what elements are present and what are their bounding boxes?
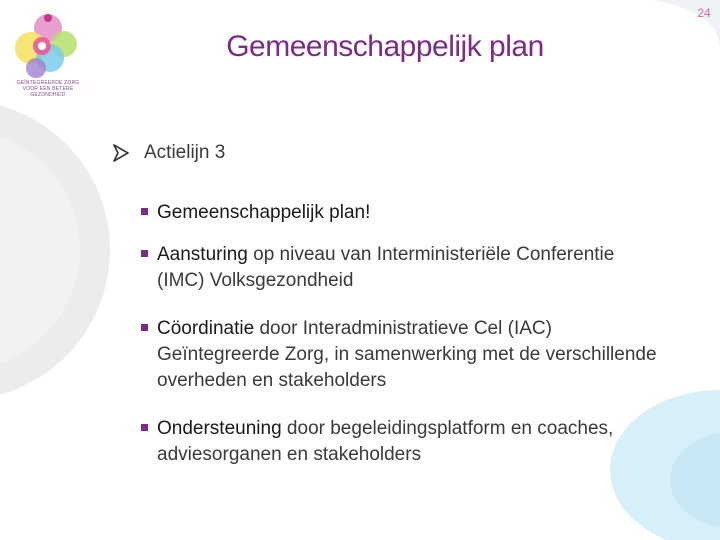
square-bullet-icon — [141, 324, 148, 331]
slide-title: Gemeenschappelijk plan — [226, 30, 544, 63]
bullet-lead: Aansturing — [157, 244, 248, 265]
bullet-item — [141, 242, 661, 294]
bullet-lead: Ondersteuning — [157, 418, 282, 439]
bullet-lead: Cöordinatie — [157, 318, 255, 339]
bullet-text: door Interadministratieve Cel (IAC) Geïntegreerde Zorg, in samenwerking met de verschillende overheden en stakeholders — [157, 318, 657, 391]
bullet-item — [141, 200, 661, 226]
bullet-item — [141, 416, 661, 468]
bullet-lead: Gemeenschappelijk plan! — [157, 202, 371, 223]
bullet-text: door begeleidingsplatform en coaches, adviesorganen en stakeholders — [157, 418, 614, 465]
logo-line-2: VOOR EEN BETERE GEZONDHEID — [22, 86, 74, 98]
arrowhead-icon — [112, 144, 130, 162]
square-bullet-icon — [141, 208, 148, 215]
section-heading — [112, 138, 225, 168]
bullet-text: op niveau van Interministeriële Conferentie (IMC) Volksgezondheid — [157, 244, 615, 291]
section-label: Actielijn 3 — [144, 142, 226, 163]
square-bullet-icon — [141, 250, 148, 257]
bullet-item — [141, 316, 661, 394]
logo-text — [8, 80, 88, 98]
square-bullet-icon — [141, 424, 148, 431]
slide-number: 24 — [697, 6, 711, 20]
logo-line-1: GEÏNTEGREERDE ZORG — [16, 80, 80, 86]
bullet-list — [141, 200, 661, 490]
